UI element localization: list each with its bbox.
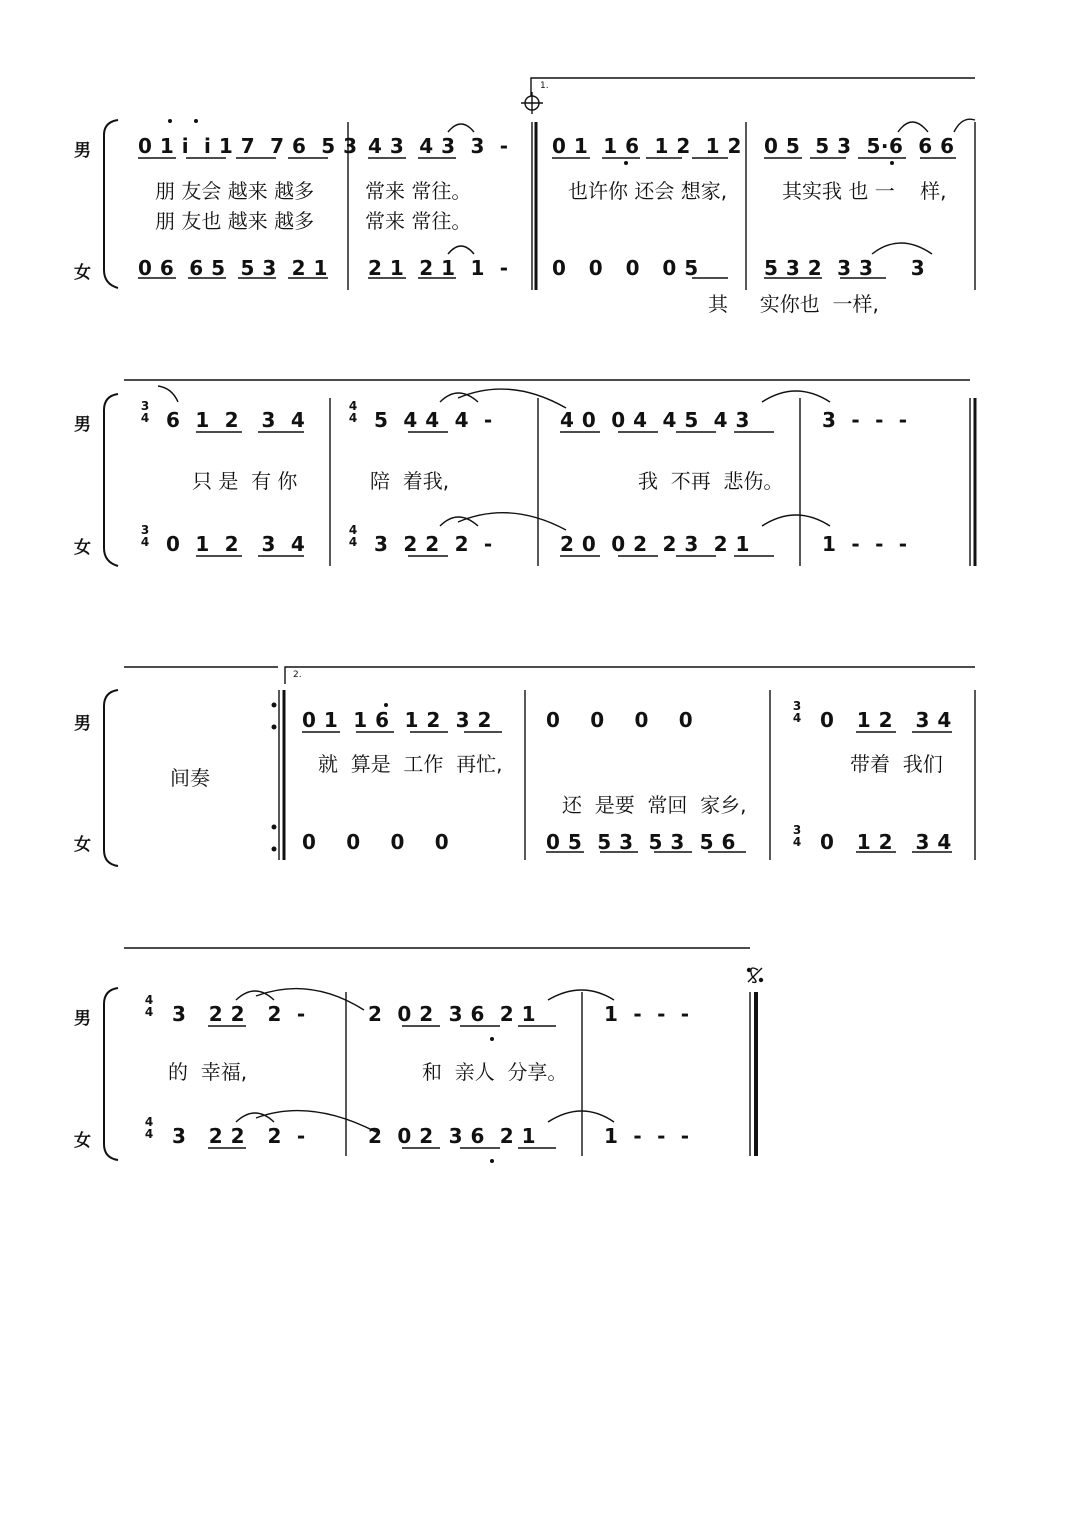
lyric-line: 也许你 还会 想家, — [568, 179, 728, 203]
lyric-line: 的 幸福, — [168, 1060, 248, 1084]
female-measure-notes: 0 1 2 3 4 — [166, 532, 306, 556]
lyric-line: 朋 友也 越来 越多 — [155, 209, 315, 233]
male-voice-label: 男 — [74, 415, 91, 435]
female-lyric-line: 其 实你也 一样, — [708, 292, 879, 316]
female-lyric-line: 还 是要 常回 家乡, — [562, 793, 747, 817]
volta-first-label: 1. — [540, 81, 549, 91]
male-measure-notes: 1 - - - — [604, 1002, 690, 1026]
time-signature: 3 4 — [140, 399, 150, 425]
male-voice-label: 男 — [74, 1009, 91, 1029]
male-measure-notes: 0 1 1 6 1 2 1 2 — [552, 134, 742, 158]
time-signature: 4 4 — [348, 523, 358, 549]
male-measure-notes: 4 0 0 4 4 5 4 3 — [560, 408, 750, 432]
slur — [448, 124, 474, 132]
lyric-line: 带着 我们 — [850, 752, 943, 776]
time-signature: 4 4 — [348, 399, 358, 425]
male-measure-notes: 5 4 4 4 - — [374, 408, 493, 432]
male-measure-notes: 0 1 i i 1 7 7 6 5 3 — [138, 134, 358, 158]
slur — [762, 391, 830, 402]
female-measure-notes: 0 1 2 3 4 — [820, 830, 952, 854]
slur — [448, 246, 474, 254]
lyric-line: 常来 常往。 — [365, 179, 472, 203]
male-measure-notes: 2 0 2 3 6 2 1 — [368, 1002, 537, 1026]
segno-sign — [748, 968, 763, 982]
female-measure-notes: 0 0 0 0 5 — [552, 256, 699, 280]
system-brace — [104, 690, 118, 866]
time-signature: 3 4 — [140, 523, 150, 549]
lyric-line: 朋 友会 越来 越多 — [155, 179, 315, 203]
male-measure-notes: 3 - - - — [822, 408, 908, 432]
time-signature: 3 4 — [792, 823, 802, 849]
female-measure-notes: 0 6 6 5 5 3 2 1 — [138, 256, 328, 280]
lyric-line: 其实我 也 一 样, — [782, 179, 947, 203]
female-measure-notes: 2 0 2 3 6 2 1 — [368, 1124, 537, 1148]
lyric-line: 只 是 有 你 — [192, 469, 298, 493]
coda-sign — [521, 92, 543, 114]
slur — [458, 513, 566, 530]
volta-first-bracket — [531, 78, 975, 96]
female-measure-notes: 2 0 0 2 2 3 2 1 — [560, 532, 750, 556]
female-voice-label: 女 — [74, 1131, 91, 1151]
male-measure-notes: 3 2 2 2 - — [172, 1002, 306, 1026]
male-measure-notes: 0 5 5 3 5·6 6 6 — [764, 134, 955, 158]
female-measure-notes: 5 3 2 3 3 3 — [764, 256, 926, 280]
lyric-line: 常来 常往。 — [365, 209, 472, 233]
female-measure-notes: 1 - - - — [604, 1124, 690, 1148]
female-voice-label: 女 — [74, 835, 91, 855]
male-measure-notes: 4 3 4 3 3 - — [368, 134, 509, 158]
female-measure-notes: 3 2 2 2 - — [172, 1124, 306, 1148]
volta-second-bracket — [285, 667, 975, 684]
male-measure-notes: 0 0 0 0 — [546, 708, 694, 732]
male-measure-notes: 0 1 1 6 1 2 3 2 — [302, 708, 492, 732]
slur — [872, 243, 932, 254]
slur — [548, 990, 614, 1000]
lyric-line: 就 算是 工作 再忙, — [318, 752, 503, 776]
female-measure-notes: 0 0 0 0 — [302, 830, 450, 854]
female-measure-notes: 0 5 5 3 5 3 5 6 — [546, 830, 736, 854]
lyric-line: 陪 着我, — [370, 469, 450, 493]
slur — [954, 119, 975, 132]
slur — [898, 122, 928, 132]
female-voice-label: 女 — [74, 538, 91, 558]
female-voice-label: 女 — [74, 263, 91, 283]
interlude-label: 间奏 — [170, 766, 210, 790]
lyric-line: 和 亲人 分享。 — [422, 1060, 568, 1084]
time-signature: 4 4 — [144, 993, 154, 1019]
time-signature: 3 4 — [792, 699, 802, 725]
system-brace — [104, 120, 118, 288]
male-measure-notes: 0 1 2 3 4 — [820, 708, 952, 732]
female-measure-notes: 1 - - - — [822, 532, 908, 556]
system-brace — [104, 394, 118, 566]
time-signature: 4 4 — [144, 1115, 154, 1141]
slur — [762, 515, 830, 526]
slur — [158, 386, 178, 402]
male-measure-notes: 6 1 2 3 4 — [166, 408, 306, 432]
slur — [548, 1111, 614, 1122]
female-measure-notes: 2 1 2 1 1 - — [368, 256, 509, 280]
male-voice-label: 男 — [74, 714, 91, 734]
volta-second-label: 2. — [293, 670, 302, 680]
system-brace — [104, 988, 118, 1160]
female-measure-notes: 3 2 2 2 - — [374, 532, 493, 556]
lyric-line: 我 不再 悲伤。 — [638, 469, 784, 493]
male-voice-label: 男 — [74, 141, 91, 161]
